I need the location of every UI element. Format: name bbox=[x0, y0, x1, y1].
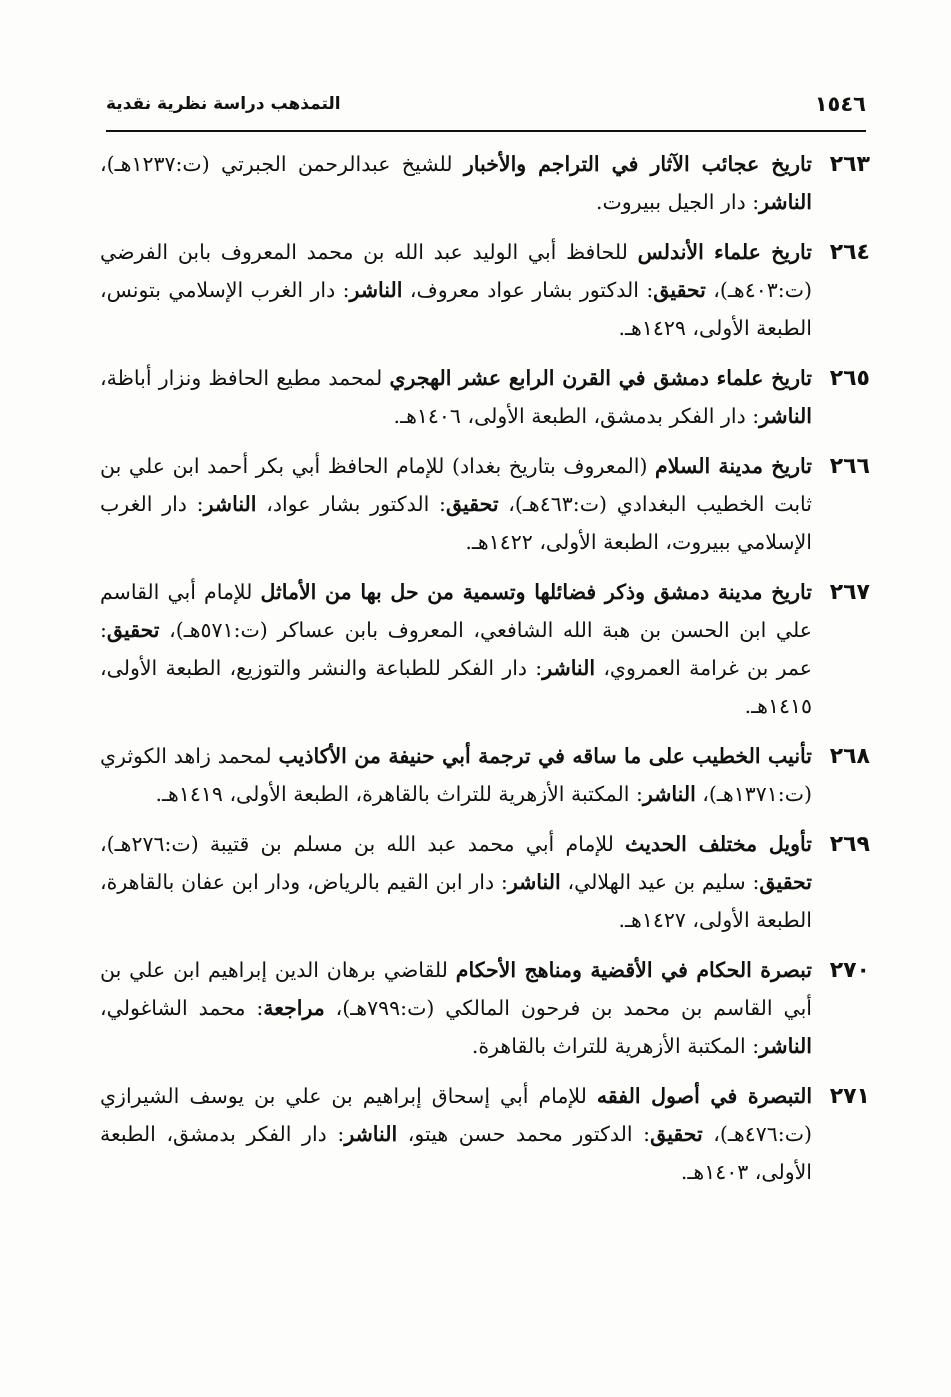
publisher-value: : المكتبة الأزهرية للتراث بالقاهرة. bbox=[471, 1034, 760, 1058]
publisher-value: : دار ابن القيم بالرياض، ودار ابن عفان بالقاهرة، الطبعة الأولى، ١٤٢٧هـ. bbox=[100, 870, 812, 932]
entry-text bbox=[100, 573, 812, 725]
entry-number: ٢٦٨ bbox=[829, 744, 870, 769]
entry-number: ٢٦٩ bbox=[829, 832, 870, 857]
entry-text bbox=[100, 359, 812, 435]
publisher-label: الناشر bbox=[507, 870, 561, 894]
entry-text bbox=[100, 951, 812, 1065]
editor-value: : الدكتور بشار عواد، bbox=[256, 492, 446, 516]
publisher-label: الناشر bbox=[759, 1034, 812, 1058]
entry-number: ٢٦٥ bbox=[829, 366, 870, 391]
editor-value: : سليم بن عيد الهلالي، bbox=[560, 870, 760, 894]
editor-label: تحقيق bbox=[653, 278, 706, 302]
bibliography-entry bbox=[100, 233, 870, 347]
entry-details: للإمام أبي محمد عبد الله بن مسلم بن قتيبة (ت:٢٧٦هـ)، bbox=[100, 832, 626, 856]
bibliography-entry bbox=[100, 951, 870, 1065]
entry-title: تاريخ مدينة السلام bbox=[655, 454, 813, 478]
editor-label: تحقيق bbox=[759, 870, 812, 894]
entry-details: (المعروف بتاريخ بغداد) للإمام الحافظ أبي بكر أحمد ابن علي بن ثابت الخطيب البغدادي (ت:٤٦٣هـ)، bbox=[100, 454, 813, 516]
publisher-label: الناشر bbox=[759, 404, 812, 428]
publisher-label: الناشر bbox=[642, 782, 696, 806]
header-rule bbox=[106, 130, 866, 132]
entry-details: لمحمد مطيع الحافظ ونزار أباظة، bbox=[100, 366, 390, 390]
entry-number: ٢٧٠ bbox=[829, 958, 870, 983]
editor-label: تحقيق bbox=[445, 492, 499, 516]
publisher-value: : دار الجيل ببيروت. bbox=[595, 190, 760, 214]
entry-number: ٢٦٣ bbox=[829, 152, 870, 177]
bibliography-entry bbox=[100, 359, 870, 435]
entry-text bbox=[100, 447, 812, 561]
publisher-value: : دار الفكر للطباعة والنشر والتوزيع، الطبعة الأولى، ١٤١٥هـ. bbox=[100, 656, 812, 718]
publisher-value: : دار الغرب الإسلامي ببيروت، الطبعة الأولى، ١٤٢٢هـ. bbox=[100, 492, 812, 554]
editor-value: : محمد الشاغولي، bbox=[100, 996, 264, 1020]
bibliography-entry bbox=[100, 447, 870, 561]
bibliography-entry bbox=[100, 573, 870, 725]
entry-details: للحافظ أبي الوليد عبد الله بن محمد المعروف بابن الفرضي (ت:٤٠٣هـ)، bbox=[100, 240, 812, 302]
entry-title: تاريخ علماء دمشق في القرن الرابع عشر الهجري bbox=[389, 366, 812, 390]
entry-text bbox=[100, 825, 812, 939]
entry-title: تأويل مختلف الحديث bbox=[625, 832, 812, 856]
entry-text bbox=[100, 737, 812, 813]
bibliography-list bbox=[100, 145, 870, 1203]
editor-label: مراجعة bbox=[263, 996, 325, 1020]
entry-text bbox=[100, 233, 812, 347]
page-header bbox=[106, 92, 866, 128]
entry-number: ٢٦٧ bbox=[829, 580, 870, 605]
publisher-value: : المكتبة الأزهرية للتراث بالقاهرة، الطبعة الأولى، ١٤١٩هـ. bbox=[155, 782, 643, 806]
entry-details: للقاضي برهان الدين إبراهيم ابن علي بن أبي القاسم بن محمد بن فرحون المالكي (ت:٧٩٩هـ)، bbox=[100, 958, 812, 1020]
entry-title: تاريخ علماء الأندلس bbox=[637, 240, 812, 264]
publisher-label: الناشر bbox=[542, 656, 596, 680]
bibliography-entry bbox=[100, 825, 870, 939]
entry-title: تاريخ عجائب الآثار في التراجم والأخبار bbox=[463, 152, 812, 176]
publisher-label: الناشر bbox=[759, 190, 812, 214]
entry-details: للإمام أبي القاسم علي ابن الحسن بن هبة الله الشافعي، المعروف بابن عساكر (ت:٥٧١هـ)، bbox=[100, 580, 812, 642]
publisher-value: : دار الفكر بدمشق، الطبعة الأولى، ١٤٠٣هـ. bbox=[100, 1122, 812, 1184]
entry-text bbox=[100, 1077, 812, 1191]
bibliography-entry bbox=[100, 1077, 870, 1191]
publisher-label: الناشر bbox=[203, 492, 257, 516]
editor-value: : الدكتور بشار عواد معروف، bbox=[402, 278, 654, 302]
entry-title: التبصرة في أصول الفقه bbox=[596, 1084, 813, 1108]
editor-label: تحقيق bbox=[650, 1122, 703, 1146]
entry-details: للشيخ عبدالرحمن الجبرتي (ت:١٢٣٧هـ)، bbox=[100, 152, 464, 176]
running-title: التمذهب دراسة نظرية نقدية bbox=[106, 94, 341, 114]
entry-title: تاريخ مدينة دمشق وذكر فضائلها وتسمية من حل بها من الأماثل bbox=[260, 580, 812, 604]
bibliography-entry bbox=[100, 737, 870, 813]
entry-details: للإمام أبي إسحاق إبراهيم بن علي بن يوسف الشيرازي (ت:٤٧٦هـ)، bbox=[100, 1084, 812, 1146]
publisher-label: الناشر bbox=[349, 278, 403, 302]
entry-number: ٢٦٤ bbox=[829, 240, 870, 265]
editor-value: : عمر بن غرامة العمروي، bbox=[100, 618, 812, 680]
bibliography-entry bbox=[100, 145, 870, 221]
editor-value: : الدكتور محمد حسن هيتو، bbox=[397, 1122, 651, 1146]
editor-label: تحقيق bbox=[106, 618, 160, 642]
publisher-value: : دار الفكر بدمشق، الطبعة الأولى، ١٤٠٦هـ. bbox=[393, 404, 760, 428]
entry-details: لمحمد زاهد الكوثري (ت:١٣٧١هـ)، bbox=[100, 744, 812, 806]
entry-number: ٢٦٦ bbox=[829, 454, 870, 479]
entry-title: تأنيب الخطيب على ما ساقه في ترجمة أبي حنيفة من الأكاذيب bbox=[278, 744, 813, 768]
entry-title: تبصرة الحكام في الأقضية ومناهج الأحكام bbox=[455, 958, 812, 982]
publisher-value: : دار الغرب الإسلامي بتونس، الطبعة الأولى، ١٤٢٩هـ. bbox=[100, 278, 812, 340]
entry-number: ٢٧١ bbox=[829, 1084, 870, 1109]
page-number: ١٥٤٦ bbox=[814, 92, 866, 116]
publisher-label: الناشر bbox=[344, 1122, 398, 1146]
entry-text bbox=[100, 145, 812, 221]
